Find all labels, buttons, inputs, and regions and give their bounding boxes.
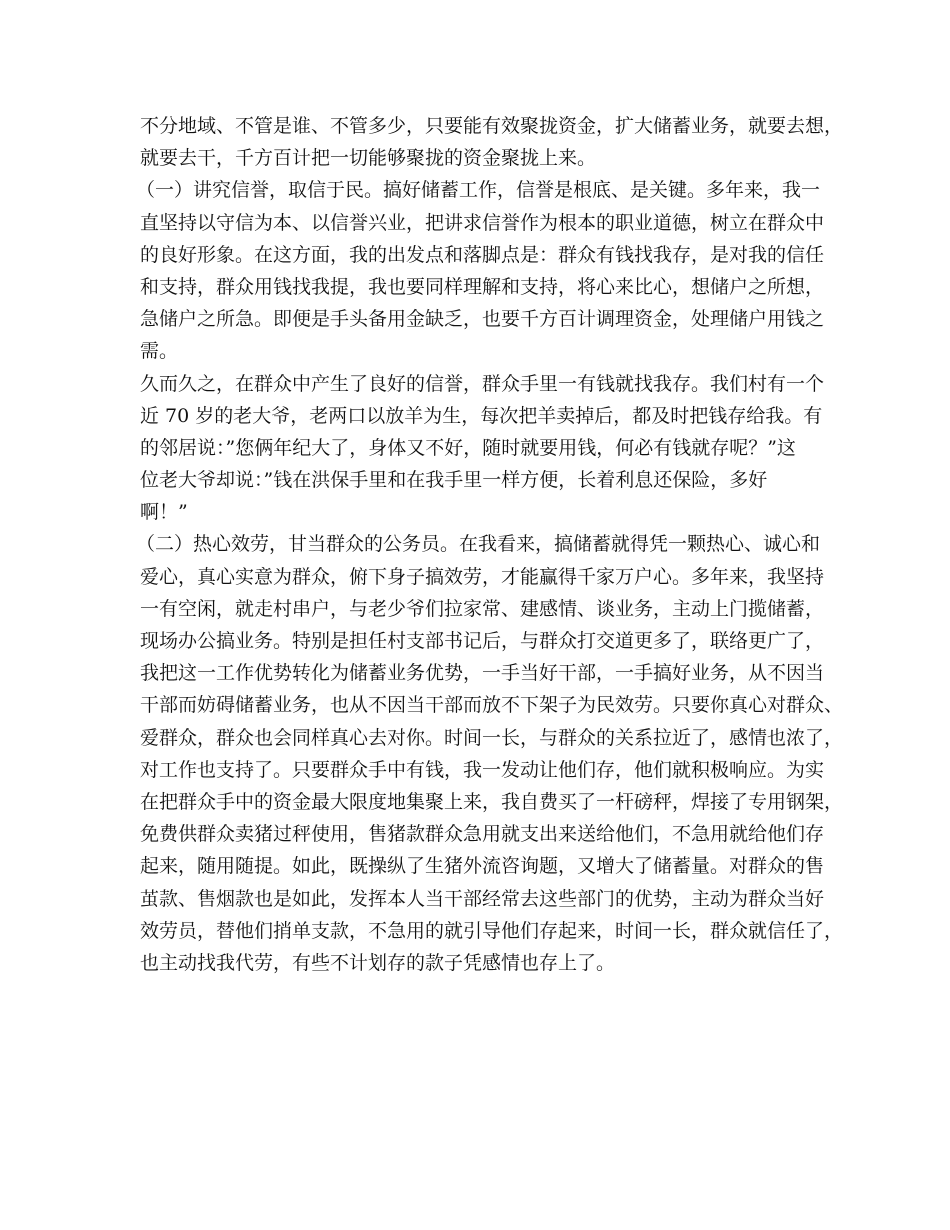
text-line: 免费供群众卖猪过秤使用，售猪款群众急用就支出来送给他们，不急用就给他们存: [140, 823, 825, 846]
text-line: 现场办公搞业务。特别是担任村支部书记后，与群众打交道更多了，联络更广了，: [140, 630, 825, 652]
text-line: 啊！”: [140, 501, 188, 524]
text-line: 的邻居说：”您俩年纪大了，身体又不好，随时就要用钱，何必有钱就存呢？”这: [140, 436, 796, 459]
text-line: 位老大爷却说：”钱在洪保手里和在我手里一样方便，长着利息还保险，多好: [140, 469, 768, 492]
text-line: 一有空闲，就走村串户，与老少爷们拉家常、建感情、谈业务，主动上门揽储蓄，: [140, 597, 825, 620]
text-line: 爱群众，群众也会同样真心去对你。时间一长，与群众的关系拉近了，感情也浓了，: [140, 726, 844, 749]
text-line: 起来，随用随提。如此，既操纵了生猪外流咨询题，又增大了储蓄量。对群众的售: [140, 855, 825, 878]
text-line: 的良好形象。在这方面，我的出发点和落脚点是：群众有钱找我存，是对我的信任: [140, 243, 825, 266]
text-line: 不分地域、不管是谁、不管多少，只要能有效聚拢资金，扩大储蓄业务，就要去想，: [140, 115, 844, 137]
text-line: （二）热心效劳，甘当群众的公务员。在我看来，搞储蓄就得凭一颗热心、诚心和: [136, 533, 821, 556]
text-line: 直坚持以守信为本、以信誉兴业，把讲求信誉作为根本的职业道德，树立在群众中: [140, 211, 825, 234]
text-line: 和支持，群众用钱找我提，我也要同样理解和支持，将心来比心，想储户之所想，: [140, 275, 825, 298]
text-line: 茧款、售烟款也是如此，发挥本人当干部经常去这些部门的优势，主动为群众当好: [140, 887, 825, 910]
text-line: 对工作也支持了。只要群众手中有钱，我一发动让他们存，他们就积极响应。为实: [140, 758, 825, 781]
text-line: （一）讲究信誉，取信于民。搞好储蓄工作，信誉是根底、是关键。多年来，我一: [136, 179, 821, 202]
text-line: 爱心，真心实意为群众，俯下身子搞效劳，才能赢得千家万户心。多年来，我坚持: [140, 565, 825, 588]
text-line: 在把群众手中的资金最大限度地集聚上来，我自费买了一杆磅秤，焊接了专用钢架，: [140, 790, 844, 813]
text-line: 久而久之，在群众中产生了良好的信誉，群众手里一有钱就找我存。我们村有一个: [140, 372, 825, 395]
text-line: 干部而妨碍储蓄业务，也从不因当干部而放不下架子为民效劳。只要你真心对群众、: [140, 694, 844, 717]
text-line: 也主动找我代劳，有些不计划存的款子凭感情也存上了。: [140, 951, 616, 974]
text-line: 效劳员，替他们捎单支款，不急用的就引导他们存起来，时间一长，群众就信任了，: [140, 919, 844, 942]
text-line: 需。: [140, 340, 179, 363]
text-line: 近 70 岁的老大爷，老两口以放羊为生，每次把羊卖掉后，都及时把钱存给我。有: [140, 404, 823, 427]
text-line: 急储户之所急。即便是手头备用金缺乏，也要千方百计调理资金，处理储户用钱之: [140, 308, 825, 331]
text-line: 我把这一工作优势转化为储蓄业务优势，一手当好干部，一手搞好业务，从不因当: [140, 662, 825, 685]
body-text: [136, 110, 844, 979]
text-line: 就要去干，千方百计把一切能够聚拢的资金聚拢上来。: [140, 147, 597, 170]
